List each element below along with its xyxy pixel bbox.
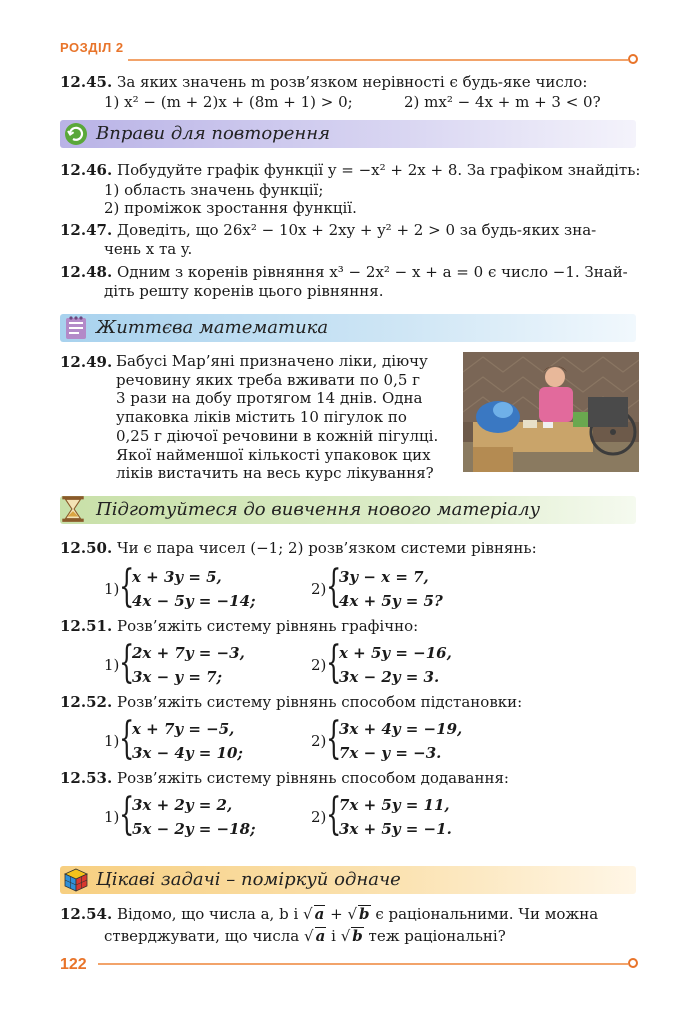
hourglass-icon: [58, 486, 88, 532]
problem-12-48-line-2: діть решту коренів цього рівняння.: [104, 282, 384, 300]
problem-12-49-number: 12.49.: [60, 353, 113, 371]
footer-rule-dot: [628, 958, 638, 968]
problem-text: За яких значень m розв’язком нерівності є будь-яке число:: [116, 73, 588, 91]
brace: {: [119, 789, 135, 840]
problem-number: 12.48.: [60, 263, 113, 281]
problem-number: 12.45.: [60, 73, 113, 91]
problem-text: Одним з коренів рівняння x³ − 2x² − x + a = 0 є число −1. Знай-: [116, 263, 628, 281]
problem-12-54-line-2: стверджувати, що числа √ a і √ b теж раціональні?: [104, 927, 506, 945]
equation: x + 7y = −5,: [132, 720, 235, 738]
sqrt-b: b: [352, 927, 363, 945]
photo-grandmother-medicine: [463, 352, 639, 472]
problem-12-45-option-2: 2) mx² − 4x + m + 3 < 0?: [404, 93, 601, 111]
problem-number: 12.54.: [60, 905, 113, 923]
problem-12-46-item-2: 2) проміжок зростання функції.: [104, 199, 357, 217]
problem-number: 12.51.: [60, 617, 113, 635]
problem-text: теж раціональні?: [368, 927, 506, 945]
section-bar-life-math: [60, 314, 636, 342]
problem-number: 12.52.: [60, 693, 113, 711]
text-line: Бабусі Мар’яні призначено ліки, діючу: [116, 352, 428, 370]
problem-text: Розв’яжіть систему рівнянь способом додавання:: [116, 769, 509, 787]
text-line: упаковка ліків містить 10 пігулок по: [116, 408, 407, 427]
section-bar-prepare: [60, 496, 636, 524]
system-index: 1): [104, 808, 120, 826]
brace: {: [326, 561, 342, 612]
footer-rule: [98, 963, 628, 965]
brace: {: [326, 713, 342, 764]
sqrt-a: a: [315, 927, 326, 945]
section-bar-puzzles: [60, 866, 636, 894]
system-index: 2): [311, 656, 327, 674]
section-title: Підготуйтеся до вивчення нового матеріалу: [96, 499, 541, 520]
conjunction: і: [331, 927, 336, 945]
brace: {: [326, 789, 342, 840]
problem-12-45: [60, 72, 587, 92]
problem-12-53: [60, 768, 509, 788]
problem-number: 12.50.: [60, 539, 113, 557]
sqrt-a: a: [314, 905, 325, 923]
equation: 3x + 5y = −1.: [339, 820, 452, 838]
section-bar-review: [60, 120, 636, 148]
equation: x + 3y = 5,: [132, 568, 222, 586]
system-index: 2): [311, 732, 327, 750]
problem-number: 12.53.: [60, 769, 113, 787]
header-rule-dot: [628, 54, 638, 64]
brace: {: [326, 637, 342, 688]
refresh-icon: [62, 121, 90, 147]
problem-text: Побудуйте графік функції y = −x² + 2x + 8. За графіком знайдіть:: [116, 161, 641, 179]
equation: 5x − 2y = −18;: [132, 820, 256, 838]
problem-12-45-option-1: 1) x² − (m + 2)x + (8m + 1) > 0;: [104, 93, 353, 111]
system-index: 2): [311, 580, 327, 598]
header-rule: [128, 59, 628, 61]
rubiks-cube-icon: [62, 867, 90, 893]
problem-12-52: [60, 692, 522, 712]
equation: 3x − y = 7;: [132, 668, 223, 686]
problem-12-46: [60, 160, 640, 180]
brace: {: [119, 561, 135, 612]
problem-text: є раціональними. Чи можна: [375, 905, 599, 923]
equation: 3x + 2y = 2,: [132, 796, 233, 814]
problem-12-54: 12.54. Відомо, що числа a, b і √ a + √ b є раціональними. Чи можна: [60, 905, 599, 923]
problem-12-50: [60, 538, 537, 558]
system-index: 2): [311, 808, 327, 826]
notepad-icon: [62, 315, 90, 341]
text-line: речовину яких треба вживати по 0,5 г: [116, 370, 421, 389]
plus-sign: +: [330, 905, 343, 923]
brace: {: [119, 713, 135, 764]
equation: 4x − 5y = −14;: [132, 592, 256, 610]
problem-text: Розв’яжіть систему рівнянь способом підстановки:: [116, 693, 523, 711]
problem-text: Чи є пара чисел (−1; 2) розв’язком системи рівнянь:: [116, 539, 537, 557]
equation: 3x + 4y = −19,: [339, 720, 463, 738]
section-title: Життєва математика: [96, 317, 329, 338]
text-line: ліків вистачить на весь курс лікування?: [116, 464, 434, 483]
system-index: 1): [104, 580, 120, 598]
problem-12-46-item-1: 1) область значень функції;: [104, 181, 324, 199]
problem-number: 12.46.: [60, 161, 113, 179]
problem-12-51: [60, 616, 418, 636]
equation: 2x + 7y = −3,: [132, 644, 245, 662]
equation: 3x − 2y = 3.: [339, 668, 440, 686]
system-index: 1): [104, 732, 120, 750]
problem-12-48: [60, 262, 628, 282]
text-line: 0,25 г діючої речовини в кожній пігулці.: [116, 426, 439, 445]
chapter-label: РОЗДІЛ 2: [60, 40, 124, 55]
equation: 3x − 4y = 10;: [132, 744, 243, 762]
equation: 7x + 5y = 11,: [339, 796, 450, 814]
page-number: 122: [60, 956, 87, 973]
equation: 4x + 5y = 5?: [339, 592, 443, 610]
problem-text: Розв’яжіть систему рівнянь графічно:: [116, 617, 419, 635]
brace: {: [119, 637, 135, 688]
equation: 7x − y = −3.: [339, 744, 442, 762]
problem-12-47-line-2: чень x та y.: [104, 240, 193, 258]
text-line: Якої найменшої кількості упаковок цих: [116, 445, 431, 464]
text-line: 3 рази на добу протягом 14 днів. Одна: [116, 389, 423, 408]
problem-number: 12.47.: [60, 221, 113, 239]
problem-12-47: [60, 220, 596, 240]
sqrt-b: b: [359, 905, 370, 923]
section-title: Цікаві задачі – поміркуй одначе: [96, 869, 401, 890]
problem-text: Відомо, що числа a, b і: [116, 905, 299, 923]
problem-text: стверджувати, що числа: [104, 927, 300, 945]
problem-text: Доведіть, що 26x² − 10x + 2xy + y² + 2 > 0 за будь-яких зна-: [116, 221, 597, 239]
system-index: 1): [104, 656, 120, 674]
equation: 3y − x = 7,: [339, 568, 429, 586]
section-title: Вправи для повторення: [96, 123, 330, 144]
equation: x + 5y = −16,: [339, 644, 452, 662]
problem-12-49-text: [116, 352, 438, 483]
